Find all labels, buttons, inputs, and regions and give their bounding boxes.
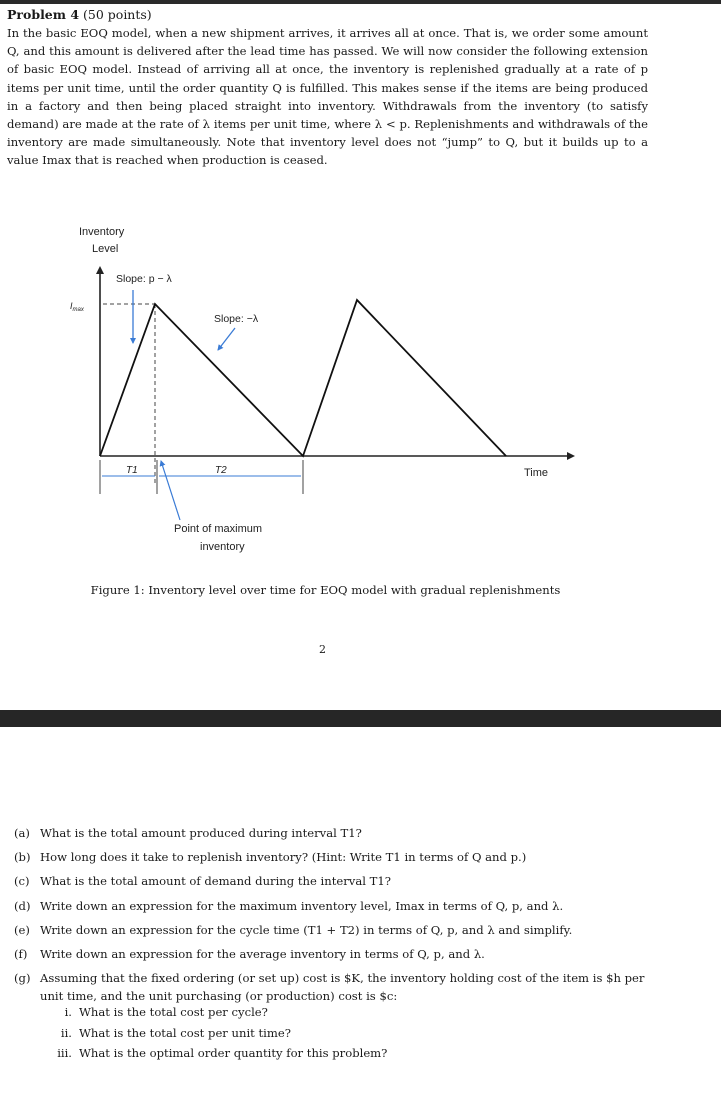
question-item: (g) Assuming that the fixed ordering (or set up) cost is $K, the inventory holding cost of the item is $h per unit time, and the unit purchasing (or production) cost is $c: i. What is the total cost per cycle? ii. What is the total cost per unit time? iii. What is the optimal order quantity for this problem? (14, 969, 654, 1062)
slope-up-label: Slope: p − λ (116, 273, 172, 285)
y-axis-label-line2: Level (92, 243, 119, 255)
figure-caption: Figure 1: Inventory level over time for EOQ model with gradual replenishments (90, 583, 561, 597)
point-max-label-line1: Point of maximum (174, 523, 263, 535)
question-item: (a) What is the total amount produced during interval T1? (14, 826, 362, 840)
imax-label: $I_{max}$ (70, 301, 84, 313)
question-item: (c) What is the total amount of demand during the interval T1? (14, 874, 391, 889)
problem-title (7, 7, 152, 22)
question-item: (f) Write down an expression for the average inventory in terms of Q, p, and λ. (14, 946, 485, 961)
problem-points: (50 points) (83, 7, 152, 22)
y-axis-label-line1: Inventory (79, 226, 125, 238)
point-max-pointer (161, 461, 180, 520)
subquestions-list (42, 1003, 654, 1062)
page-separator (0, 710, 721, 727)
inventory-figure (60, 218, 660, 568)
t2-label: T2 (215, 465, 227, 476)
subquestion-item: iii. What is the optimal order quantity for this problem? (57, 1046, 388, 1061)
question-item: (e) Write down an expression for the cycle time (T1 + T2) in terms of Q, p, and λ and simplify. (14, 922, 573, 937)
time-label: Time (524, 467, 549, 479)
questions-list (14, 824, 654, 1068)
slope-down-arrow (218, 328, 235, 350)
page-number: 2 (319, 643, 326, 656)
question-item: (b) How long does it take to replenish inventory? (Hint: Write T1 in terms of Q and p.) (14, 850, 527, 865)
inventory-sawtooth (100, 300, 506, 456)
subquestion-item: ii. What is the total cost per unit time? (60, 1025, 291, 1040)
point-max-label-line2: inventory (200, 541, 245, 553)
t1-label: T1 (126, 465, 138, 476)
slope-down-label: Slope: −λ (214, 313, 259, 325)
subquestion-item: i. What is the total cost per cycle? (64, 1005, 268, 1020)
question-item: (d) Write down an expression for the maximum inventory level, Imax in terms of Q, p, and λ. (14, 898, 564, 913)
problem-paragraph: In the basic EOQ model, when a new shipment arrives, it arrives all at once. That is, we order some amount Q, and this amount is delivered after the lead time has passed. We will now consider the following extension of basic EOQ model. Instead of arriving all at once, the inventory is replenished gradually at a rate of p items per unit time, until the order quantity Q is fulfilled. This makes sense if the items are being produced in a factory and then being placed straight into inventory. Withdrawals from the inventory (to satisfy demand) are made at the rate of λ items per unit time, where λ < p. Replenishments and withdrawals of the inventory are made simultaneously. Note that inventory level does not “jump” to Q, but it builds up to a value Imax that is reached when production is ceased. (7, 26, 648, 168)
problem-heading: Problem 4 (7, 7, 80, 22)
